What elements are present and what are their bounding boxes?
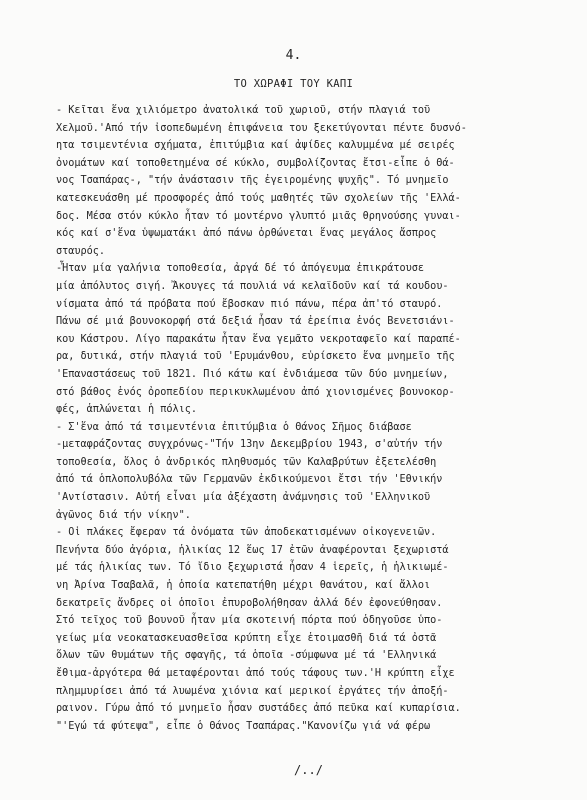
text-line: - Οἱ πλάκες ἔφεραν τά ὀνόματα τῶν ἀποδεκατισμένων οἰκογενειῶν. [56,527,437,539]
page-number: 4. [285,48,302,63]
text-line: 'Επαναστάσεως τοῦ 1821. Πιό κάτω καί ἐνδιάμεσα τῶν δύο μνημείων, [56,368,449,380]
text-line: μέ τάς ἡλικίας των. Τό ἴδιο ξεχωριστά ἦσαν 4 ἱερεῖς, ἡ ἡλικιωμέ- [56,562,449,574]
text-line: ρα, δυτικά, στήν πλαγιά τοῦ 'Ερυμάνθου, εὑρίσκετο ἕνα μνημεῖο τῆς [56,351,455,363]
text-line: νίσματα ἀπό τά πρόβατα πού ἔβοσκαν πιό πάνω, πέρα ἀπ'τό σταυρό. [56,298,443,310]
text-line: νη Ἀρίνα Τσαβαλᾶ, ἡ ὁποία κατεπατήθη μέχρι θανάτου, καί ἄλλοι [56,580,431,592]
text-line: "'Εγώ τά φύτεψα", εἶπε ὁ Θάνος Τσαπάρας."Κανονίζω γιά νά φέρω [56,720,431,732]
text-line: -μεταφράζοντας συγχρόνως-"Τήν 13ην Δεκεμβρίου 1943, σ'αὐτήν τήν [56,439,443,451]
text-line: κατεσκευάσθη μέ προσφορές ἀπό τούς μαθητές τῶν σχολείων τῆς 'Ελλά- [56,192,461,204]
text-line: Πενήντα δύο ἀγόρια, ἡλικίας 12 ἕως 17 ἐτῶν ἀναφέρονται ξεχωριστά [56,544,449,556]
text-line: στό βάθος ἑνός ὀροπεδίου περικυκλωμένου ἀπό χιονισμένες βουνοκορ- [56,386,455,398]
text-line: ἔθιμα-ἀργότερα θά μεταφέρονται ἀπό τούς τάφους των.'Η κρύπτη εἶχε [56,668,455,679]
text-line: - Κεῖται ἕνα χιλιόμετρο ἀνατολικά τοῦ χωριοῦ, στήν πλαγιά τοῦ [56,105,431,116]
text-line: ητα τσιμεντένια σχήματα, ἐπιτύμβια καί ἀψίδες καλυμμένα μέ σειρές [56,140,455,152]
text-line: ραινον. Γύρω ἀπό τό μνημεῖο ἦσαν συστάδες ἀπό πεῦκα καί κυπαρίσια. [56,703,461,715]
text-line: Χελμοῦ.'Από τήν ἰσοπεδωμένη ἐπιφάνεια του ξεκετύγονται πέντε δυσνό- [56,122,467,134]
text-line: πλημμυρίσει ἀπό τά λυωμένα χιόνια καί μερικοί ἐργάτες τήν ἀποξή- [56,685,449,697]
text-line: ἀγῶνος διά τήν νίκην". [56,509,191,521]
text-line: κός καί σ'ἕνα ὑψωματάκι ἀπό πάνω ὀρθώνεται ἕνας μεγάλος ἄσπρος [56,228,437,240]
text-line: δος. Μέσα στόν κύκλο ἦταν τό μοντέρνο γλυπτό μιᾶς θρηνούσης γυναι- [56,210,461,222]
text-line: σταυρός. [56,245,106,257]
text-line: ὀνομάτων καί τοποθετημένα σέ κύκλο, συμβολίζοντας ἔτσι-εἶπε ὁ Θά- [56,157,455,169]
text-line: μία ἀπόλυτος σιγή. Ἄκουγες τά πουλιά νά κελαϊδοῦν καί τά κουδου- [56,280,449,292]
text-line: κου Κάστρου. Λίγο παρακάτω ἦταν ἕνα γεμᾶτο νεκροταφεῖο καί παραπέ- [56,333,461,345]
text-line: φές, ἁπλώνεται ἡ πόλις. [56,404,198,416]
text-line: γείως μία νεοκατασκευασθεῖσα κρύπτη εἶχε ἑτοιμασθῆ διά τά ὀστᾶ [56,632,437,644]
document-title: ΤΟ ΧΩΡΑΦΙ ΤΟΥ ΚΑΠΙ [233,78,354,90]
text-line: - Σ'ἕνα ἀπό τά τσιμεντένια ἐπιτύμβια ὁ Θάνος Σῆμος διάβασε [56,421,412,433]
text-line: Πάνω σέ μιά βουνοκορφή στά δεξιά ἦσαν τά ἐρείπια ἑνός Βενετσιάνι- [56,316,455,328]
continuation-mark: /../ [294,763,323,777]
text-line: δεκατρεῖς ἄνδρες οἱ ὁποῖοι ἐπυροβολήθησαν ἀλλά δέν ἐφονεύθησαν. [56,597,443,609]
text-line: Στό τεῖχος τοῦ βουνοῦ ἦταν μία σκοτεινή πόρτα πού ὁδηγοῦσε ὑπο- [56,615,443,627]
text-line: ὅλων τῶν θυμάτων τῆς σφαγῆς, τά ὁποῖα -σύμφωνα μέ τά 'Ελληνικά [56,650,437,662]
text-line: ἀπό τά ὁπλοπολυβόλα τῶν Γερμανῶν ἐκδικούμενοι ἔτσι τήν 'Εθνικήν [56,474,443,486]
text-line: νος Τσαπάρας-, "τήν ἀνάστασιν τῆς ἐγειρομένης ψυχῆς". Τό μνημεῖο [56,175,449,187]
text-line: τοποθεσία, ὅλος ὁ ἀνδρικός πληθυσμός τῶν Καλαβρύτων ἐξετελέσθη [56,456,437,468]
body-text [56,102,556,735]
text-line: 'Αντίστασιν. Αὐτή εἶναι μία ἀξέχαστη ἀνάμνησις τοῦ 'Ελληνικοῦ [56,492,431,504]
text-line: -Ἦταν μία γαλήνια τοποθεσία, ἀργά δέ τό ἀπόγευμα ἐπικράτουσε [56,263,425,275]
